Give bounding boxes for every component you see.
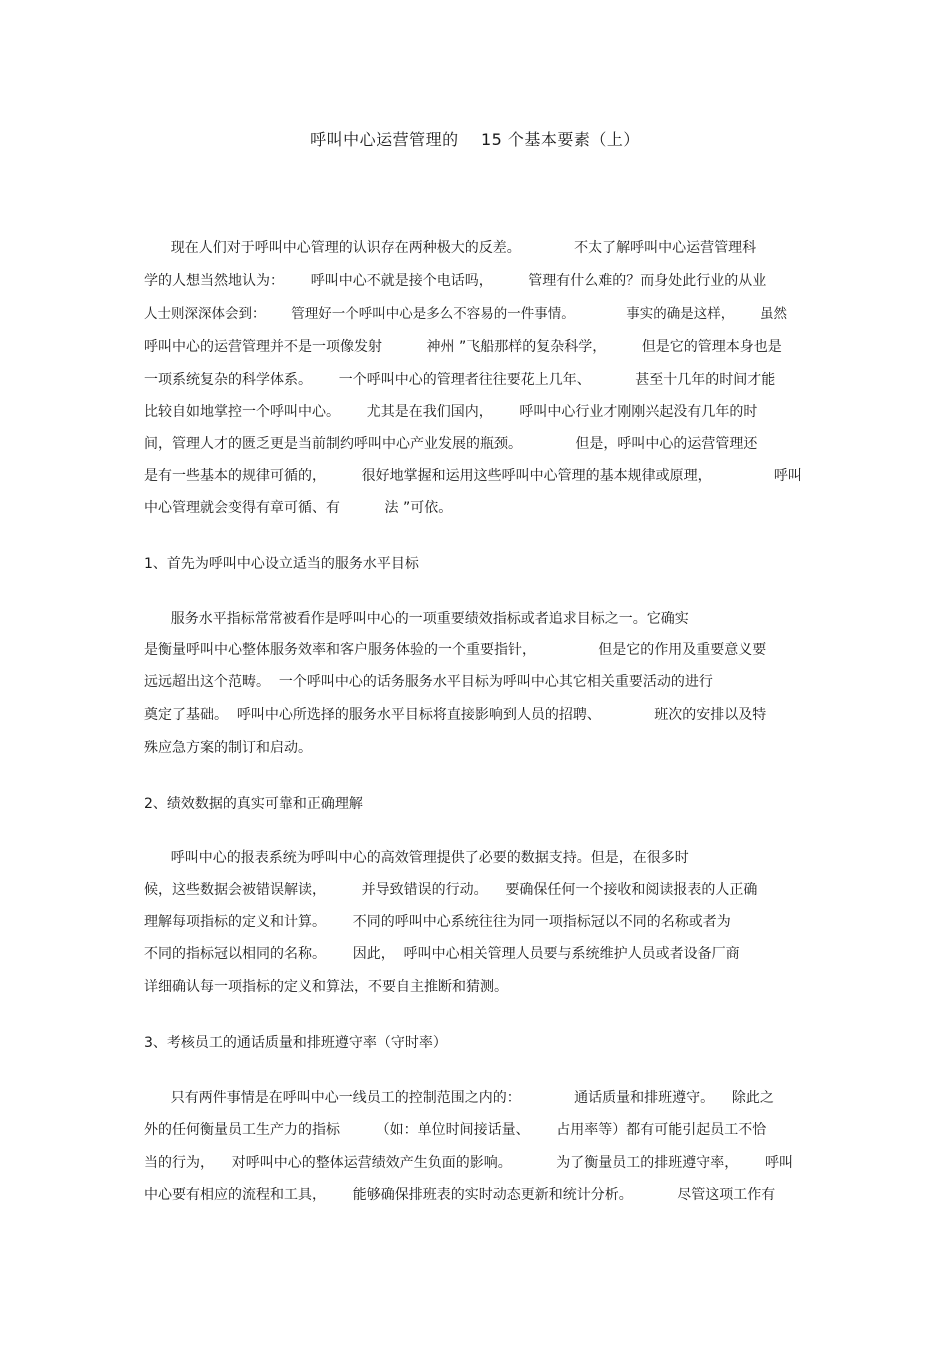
paragraph-line: 外的任何衡量员工生产力的指标 （如：单位时间接话量、 占用率等）都有可能引起员工不恰 [144,1122,767,1138]
paragraph-line: 呼叫中心的运营管理并不是一项像发射 神州 ”飞船那样的复杂科学， 但是它的管理本身也是 [144,339,782,355]
section-heading: 1、首先为呼叫中心设立适当的服务水平目标 [144,556,419,572]
paragraph-line: 人士则深深体会到： 管理好一个呼叫中心是多么不容易的一件事情。 事实的确是这样， 虽然 [144,306,787,322]
paragraph-line: 候，这些数据会被错误解读， 并导致错误的行动。 要确保任何一个接收和阅读报表的人正确 [144,882,758,898]
paragraph-line: 比较自如地掌控一个呼叫中心。 尤其是在我们国内， 呼叫中心行业才刚刚兴起没有几年的时 [144,404,758,420]
paragraph-line: 服务水平指标常常被看作是呼叫中心的一项重要绩效指标或者追求目标之一。它确实 [144,611,689,627]
paragraph-line: 是衡量呼叫中心整体服务效率和客户服务体验的一个重要指针， 但是它的作用及重要意义要 [144,642,767,658]
paragraph-line: 当的行为， 对呼叫中心的整体运营绩效产生负面的影响。 为了衡量员工的排班遵守率， 呼叫 [144,1155,794,1171]
paragraph-line: 只有两件事情是在呼叫中心一线员工的控制范围之内的： 通话质量和排班遵守。 除此之 [144,1090,774,1106]
paragraph-line: 呼叫中心的报表系统为呼叫中心的高效管理提供了必要的数据支持。但是，在很多时 [144,850,689,866]
paragraph-line: 殊应急方案的制订和启动。 [144,740,312,756]
paragraph-line: 不同的指标冠以相同的名称。 因此， 呼叫中心相关管理人员要与系统维护人员或者设备厂商 [144,946,740,962]
paragraph-line: 一项系统复杂的科学体系。 一个呼叫中心的管理者往往要花上几年、 甚至十几年的时间才能 [144,372,776,388]
section-heading: 2、绩效数据的真实可靠和正确理解 [144,796,363,812]
paragraph-line: 中心管理就会变得有章可循、有 法 ”可依。 [144,500,453,516]
paragraph-line: 现在人们对于呼叫中心管理的认识存在两种极大的反差。 不太了解呼叫中心运营管理科 [144,240,757,256]
section-heading: 3、考核员工的通话质量和排班遵守率（守时率） [144,1035,447,1051]
paragraph-line: 远远超出这个范畴。 一个呼叫中心的话务服务水平目标为呼叫中心其它相关重要活动的进行 [144,674,713,690]
paragraph-line: 间，管理人才的匮乏更是当前制约呼叫中心产业发展的瓶颈。 但是，呼叫中心的运营管理还 [144,436,758,452]
paragraph-line: 奠定了基础。 呼叫中心所选择的服务水平目标将直接影响到人员的招聘、 班次的安排以及特 [144,707,767,723]
paragraph-line: 中心要有相应的流程和工具， 能够确保排班表的实时动态更新和统计分析。 尽管这项工作有 [144,1187,776,1203]
paragraph-line: 学的人想当然地认为： 呼叫中心不就是接个电话吗， 管理有什么难的？而身处此行业的从业 [144,273,767,289]
page-title: 呼叫中心运营管理的 15 个基本要素（上） [310,130,640,149]
paragraph-line: 详细确认每一项指标的定义和算法，不要自主推断和猜测。 [144,979,508,995]
paragraph-line: 理解每项指标的定义和计算。 不同的呼叫中心系统往往为同一项指标冠以不同的名称或者为 [144,914,731,930]
paragraph-line: 是有一些基本的规律可循的， 很好地掌握和运用这些呼叫中心管理的基本规律或原理， 呼叫 [144,468,802,484]
